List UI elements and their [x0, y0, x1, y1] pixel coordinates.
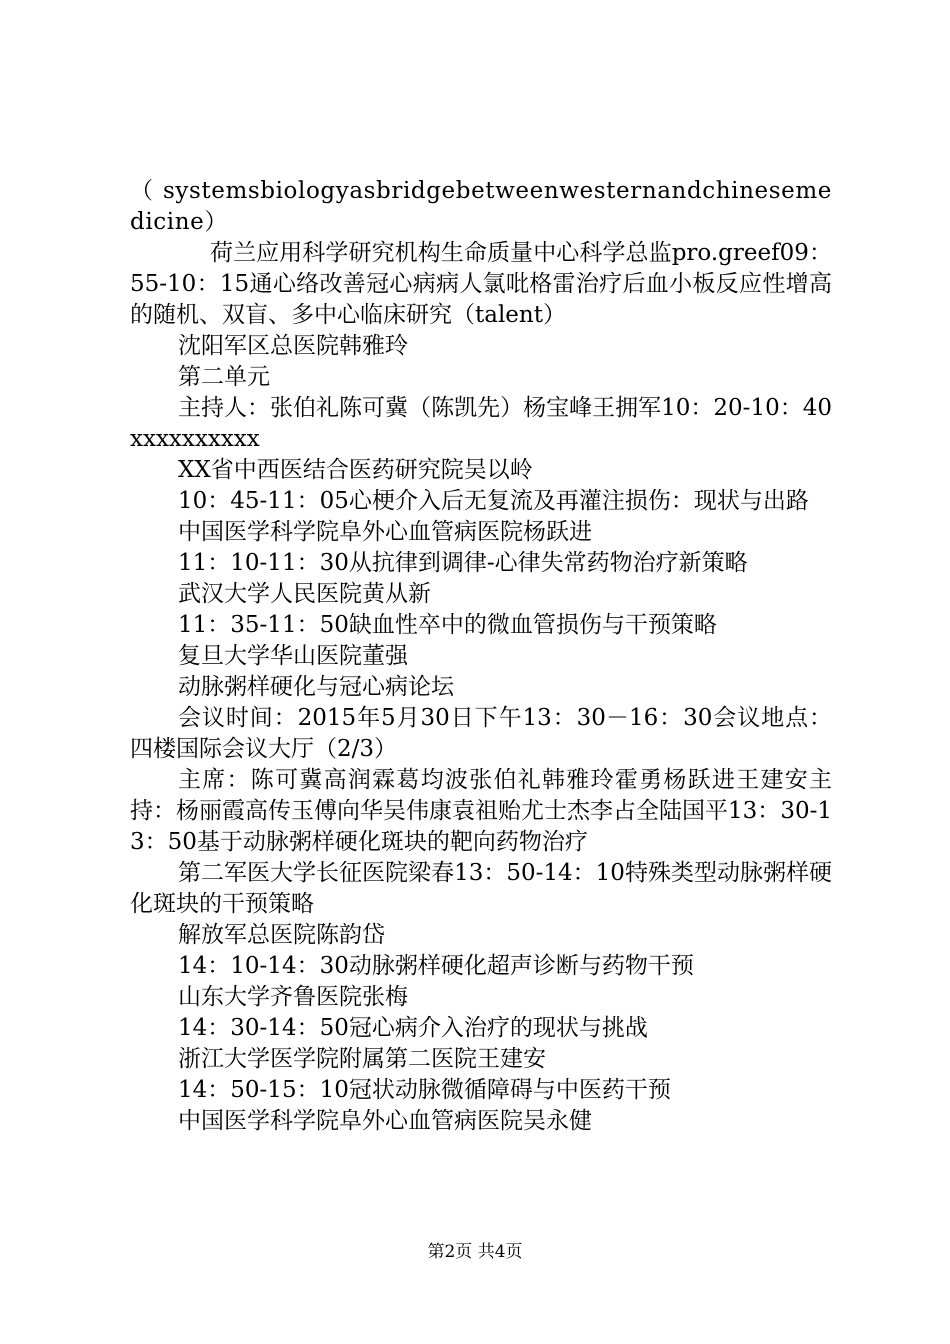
paragraph-talk: 11：35-11：50缺血性卒中的微血管损伤与干预策略	[178, 612, 717, 638]
paragraph-speaker: 沈阳军区总医院韩雅玲	[178, 333, 408, 359]
paragraph-talk-greef: 荷兰应用科学研究机构生命质量中心科学总监pro.greef09：55-10：15通心络改善冠心病病人氯吡格雷治疗后血小板反应性增高的随机、双盲、多中心临床研究（talent）	[130, 240, 832, 328]
paragraph-speaker: 复旦大学华山医院董强	[178, 643, 408, 669]
paragraph-speaker: 山东大学齐鲁医院张梅	[178, 984, 408, 1010]
page-number-label: 第2页 共4页	[427, 1242, 523, 1262]
paragraph-english-title: （systemsbiologyasbridgebetweenwesternandchinesemedicine）	[130, 178, 832, 235]
paragraph-talk: 11：10-11：30从抗律到调律-心律失常药物治疗新策略	[178, 550, 748, 576]
page-footer	[0, 1240, 950, 1264]
paragraph-speaker: XX省中西医结合医药研究院吴以岭	[178, 457, 533, 483]
paragraph-speaker: 解放军总医院陈韵岱	[178, 922, 385, 948]
paragraph-meeting-time: 会议时间：2015年5月30日下午13：30－16：30会议地点：四楼国际会议大厅（2/3）	[130, 705, 832, 762]
document-body	[130, 176, 832, 1137]
paragraph-speaker: 浙江大学医学院附属第二医院王建安	[178, 1046, 546, 1072]
paragraph-hosts: 主持人：张伯礼陈可冀（陈凯先）杨宝峰王拥军10：20-10：40xxxxxxxxxx	[130, 395, 832, 452]
paragraph-speaker-talk: 第二军医大学长征医院梁春13：50-14：10特殊类型动脉粥样硬化斑块的干预策略	[130, 860, 832, 917]
paragraph-speaker: 武汉大学人民医院黄从新	[178, 581, 431, 607]
paragraph-talk: 10：45-11：05心梗介入后无复流及再灌注损伤：现状与出路	[178, 488, 809, 514]
paragraph-speaker: 中国医学科学院阜外心血管病医院吴永健	[178, 1108, 592, 1134]
paragraph-talk: 14：10-14：30动脉粥样硬化超声诊断与药物干预	[178, 953, 694, 979]
paragraph-talk: 14：50-15：10冠状动脉微循障碍与中医药干预	[178, 1077, 671, 1103]
paragraph-speaker: 中国医学科学院阜外心血管病医院杨跃进	[178, 519, 592, 545]
paragraph-talk: 14：30-14：50冠心病介入治疗的现状与挑战	[178, 1015, 648, 1041]
paragraph-chairs: 主席：陈可冀高润霖葛均波张伯礼韩雅玲霍勇杨跃进王建安主持：杨丽霞高传玉傅向华吴伟康袁祖贻尤士杰李占全陆国平13：30-13：50基于动脉粥样硬化斑块的靶向药物治疗	[130, 767, 832, 855]
paragraph-forum-title: 动脉粥样硬化与冠心病论坛	[178, 674, 454, 700]
paragraph-section-heading: 第二单元	[178, 364, 270, 390]
